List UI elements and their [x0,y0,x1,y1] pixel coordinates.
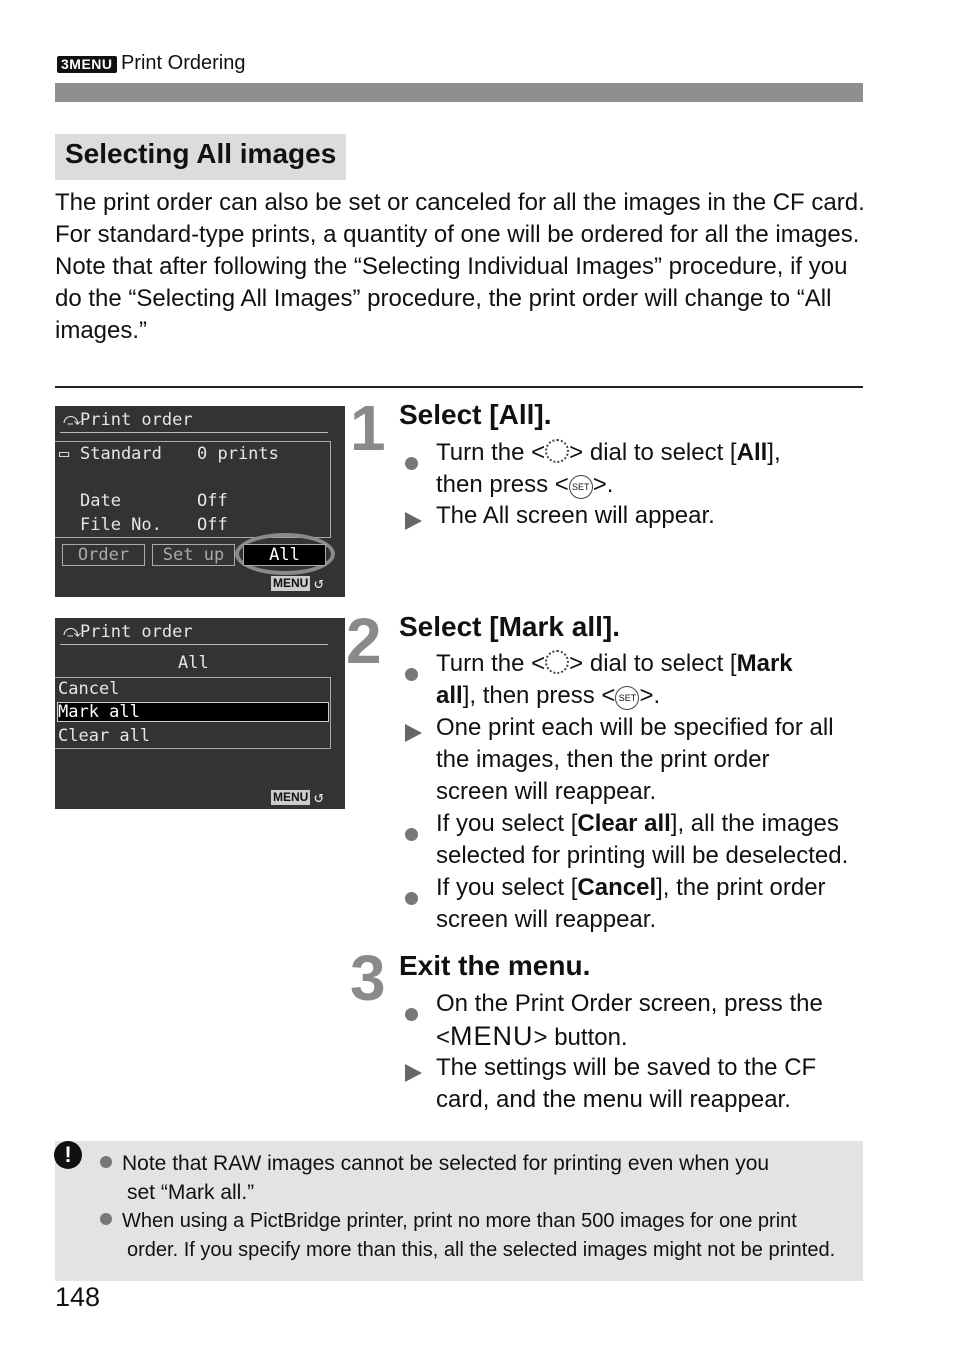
file-no-label: File No. [80,515,162,535]
divider [55,386,863,388]
option-clear-all[interactable]: Clear all [58,726,151,746]
page-number: 148 [55,1282,101,1312]
menu-button-icon: MENU [273,576,309,590]
intro-text [55,187,865,347]
date-label: Date [80,491,121,511]
step-number-2: 2 [346,605,382,677]
screen-title: Print order [80,622,193,642]
camera-screen-print-order [55,406,345,597]
all-button[interactable]: All [243,544,326,566]
header-bar [55,83,863,102]
step-number-3: 3 [350,942,386,1014]
intro-paragraph-2: Note that after following the “Selecting Individual Images” procedure, if you do the “Selecting All Images” procedure, the print order will change to “All images.” [55,253,848,344]
quick-control-dial-icon [545,650,569,674]
option-mark-all[interactable]: Mark all [58,702,140,722]
print-icon: ⤼ [63,410,82,430]
print-type: Standard [80,444,162,464]
screen-title: Print order [80,410,193,430]
order-button[interactable]: Order [62,544,145,566]
set-button-icon: SET [615,686,639,710]
menu-tab-icon: 3MENU [57,56,117,73]
bullet-icon [100,1213,112,1225]
file-no-value: Off [197,515,228,535]
bullet-icon [405,1008,418,1021]
result-arrow-icon [405,512,422,530]
note-2: When using a PictBridge printer, print no more than 500 images for one print order. If you specify more than this, all the selected images might not be printed. [100,1207,860,1265]
step-title-1: Select [All]. [399,399,552,430]
screen-subtitle: All [178,653,209,673]
note-1: Note that RAW images cannot be selected for printing even when you set “Mark all.” [100,1149,860,1207]
camera-screen-all [55,618,345,809]
result-arrow-icon [405,724,422,742]
date-value: Off [197,491,228,511]
section-title: Selecting All images [55,134,346,180]
option-cancel[interactable]: Cancel [58,679,120,699]
caution-icon: ! [54,1141,82,1169]
title-underline [60,644,328,645]
bullet-icon [405,668,418,681]
menu-button-text: MENU [450,1021,534,1051]
bullet-icon [405,892,418,905]
page-header [57,52,245,75]
menu-button-icon: MENU [273,790,309,804]
setup-button[interactable]: Set up [152,544,235,566]
step-number-1: 1 [350,392,386,464]
set-button-icon: SET [569,475,593,499]
return-icon: ↺ [314,573,324,592]
print-count: 0 prints [197,444,279,464]
header-section-label: Print Ordering [120,52,246,74]
step-title-2: Select [Mark all]. [399,611,620,642]
bullet-icon [100,1156,112,1168]
intro-paragraph-1: The print order can also be set or canceled for all the images in the CF card. For standard-type prints, a quantity of one will be ordered for all the images. [55,189,865,248]
bullet-icon [405,457,418,470]
print-type-icon: ▭ [59,444,70,464]
bullet-icon [405,828,418,841]
print-icon: ⤼ [63,622,82,642]
result-arrow-icon [405,1064,422,1082]
title-underline [60,432,328,433]
quick-control-dial-icon [545,439,569,463]
return-icon: ↺ [314,787,324,806]
step-title-3: Exit the menu. [399,950,591,981]
